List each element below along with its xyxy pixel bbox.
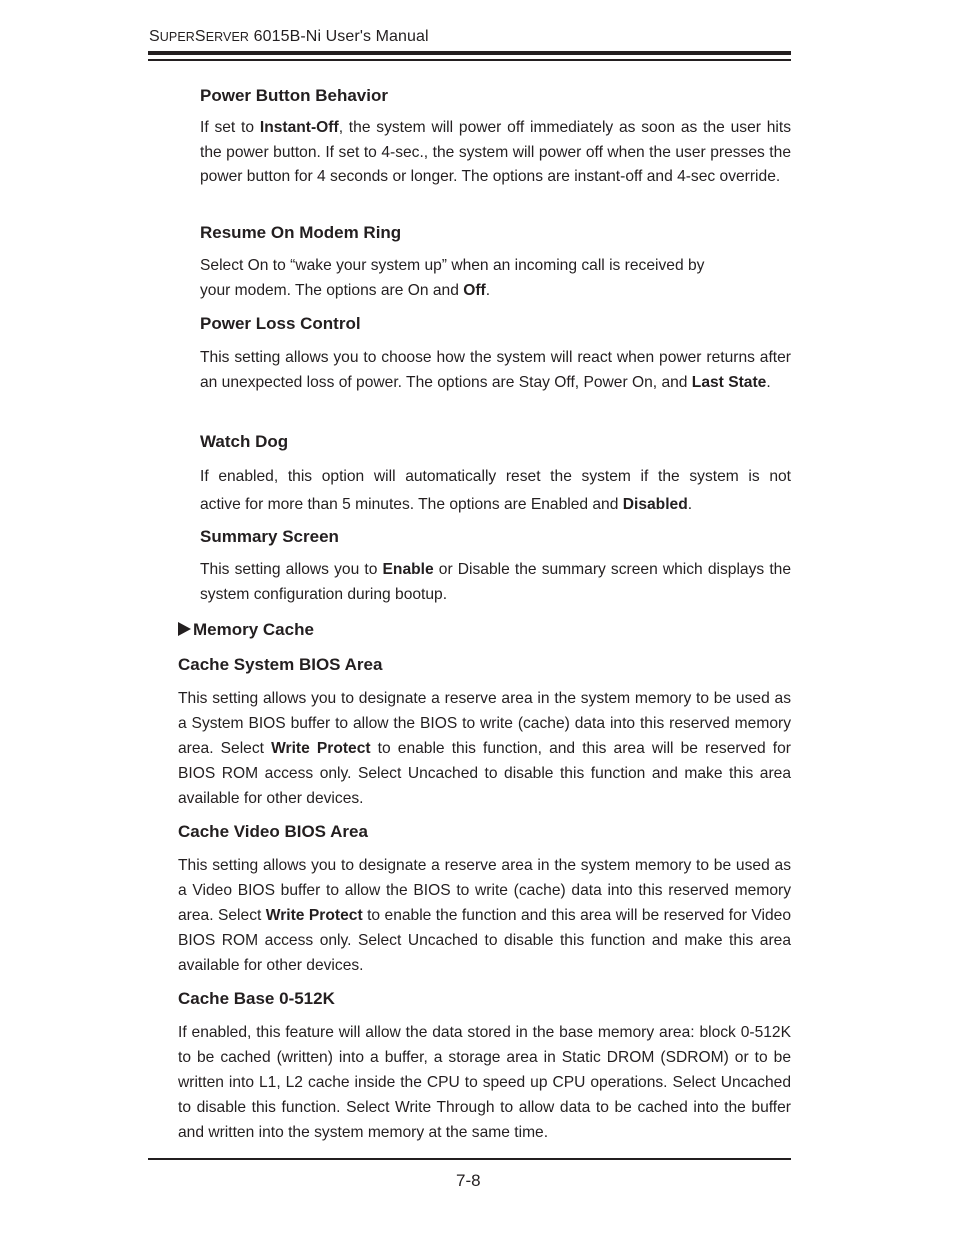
section-paragraph: If enabled, this feature will allow the data stored in the base memory area: block 0-512K to be cached (written) into a buffer, a storage area in Static DROM (SDROM) or to be written into L1, L2 cache inside the CPU to speed up CPU operations. Select Uncached to disable this function. Select Write Through to allow data to be cached into the buffer and written into the system memory at the same time.: [178, 1024, 791, 1141]
section-resume-on-modem-ring: [200, 222, 791, 244]
section-paragraph: [200, 254, 791, 303]
section-heading: Power Loss Control: [200, 314, 361, 333]
text-run: .: [687, 496, 693, 513]
running-header: [149, 28, 429, 46]
text-run: This setting allows you to: [200, 561, 383, 578]
section-heading: Cache Base 0-512K: [178, 989, 335, 1008]
section-watch-dog: [200, 431, 791, 453]
header-sc-rest-1: UPER: [159, 30, 195, 44]
section-cache-system-bios-area-body: [178, 686, 791, 811]
header-title-rest: 6015B-Ni User's Manual: [249, 28, 429, 45]
bold-option: Enable: [382, 561, 434, 578]
text-run: This setting allows you to designate a reserve area in the system memory to be used as a System BIOS buffer to allow the BIOS to write (cache) data into this reserved memory area. Select: [178, 690, 791, 757]
header-sc-initial-1: S: [149, 28, 160, 45]
section-heading: Resume On Modem Ring: [200, 223, 402, 242]
section-heading: Cache Video BIOS Area: [178, 822, 368, 841]
section-paragraph: [200, 463, 791, 519]
section-power-button-behavior: [200, 85, 791, 107]
text-run: .: [766, 373, 771, 391]
header-rule-thin: [148, 59, 791, 61]
text-run: your modem. The options are On and: [200, 281, 464, 299]
text-line: Select On to “wake your system up” when an incoming call is received by: [200, 257, 705, 274]
section-summary-screen: [200, 526, 791, 548]
submenu-heading: [178, 619, 791, 641]
bold-option: Write Protect: [271, 740, 371, 757]
section-paragraph: [200, 116, 791, 190]
section-heading: Cache System BIOS Area: [178, 655, 383, 674]
section-resume-on-modem-ring-body: [200, 254, 791, 303]
text-run: active for more than 5 minutes. The options are Enabled and: [200, 496, 623, 513]
text-run: .: [485, 281, 491, 299]
section-cache-base-0-512k: [178, 988, 791, 1010]
bold-option: Write Protect: [265, 907, 363, 924]
bold-option: Last State: [691, 373, 767, 391]
section-paragraph: [178, 686, 791, 811]
submenu-heading-label: Memory Cache: [193, 620, 314, 639]
text-run: , the system will power off immediately as soon as the user hits the power button. If set to 4-sec., the system will power off when the user presses the power button for 4 seconds or longer. The options are instant-off and 4-sec override.: [200, 119, 791, 185]
section-paragraph: [200, 558, 791, 607]
text-run: to enable this function, and this area will be reserved for BIOS ROM access only. Select Uncached to disable this function and make this area available for other devices.: [178, 740, 791, 807]
text-line: If enabled, this option will automatically reset the system if the system is not: [200, 468, 791, 485]
footer-rule: [148, 1158, 791, 1160]
text-run: or Disable the summary screen which displays the system configuration during bootup.: [200, 561, 791, 603]
page-number: 7-8: [456, 1171, 481, 1190]
text-run: This setting allows you to designate a reserve area in the system memory to be used as a Video BIOS buffer to allow the BIOS to write (cache) data into this reserved memory area. Select: [178, 857, 791, 924]
section-power-loss-control: [200, 313, 791, 335]
section-cache-base-0-512k-body: [178, 1020, 791, 1145]
section-heading: Summary Screen: [200, 527, 339, 546]
text-run: This setting allows you to choose how the system will react when power returns after an unexpected loss of power. The options are Stay Off, Power On, and: [200, 349, 791, 391]
header-sc-initial-2: S: [194, 28, 206, 45]
bold-option: Instant-Off: [259, 119, 339, 136]
bold-option: Disabled: [622, 496, 688, 513]
bold-option: Off: [463, 281, 486, 299]
text-run: If set to: [200, 119, 260, 136]
section-cache-video-bios-area: [178, 821, 791, 843]
section-memory-cache: [178, 619, 791, 641]
section-watch-dog-body: [200, 463, 791, 519]
section-heading: Power Button Behavior: [200, 86, 388, 105]
header-rule-thick: [148, 51, 791, 55]
section-power-button-behavior-body: [200, 116, 791, 190]
section-cache-video-bios-area-body: [178, 853, 791, 978]
submenu-arrow-icon: [178, 622, 191, 636]
section-summary-screen-body: [200, 558, 791, 607]
text-run: to enable the function and this area will be reserved for Video BIOS ROM access only. Select Uncached to disable this function and make this area available for other devices.: [178, 907, 791, 974]
section-heading: Watch Dog: [200, 432, 289, 451]
section-paragraph: [200, 346, 791, 395]
section-cache-system-bios-area: [178, 654, 791, 676]
section-paragraph: [178, 853, 791, 978]
section-power-loss-control-body: [200, 346, 791, 395]
header-sc-rest-2: ERVER: [205, 30, 250, 44]
